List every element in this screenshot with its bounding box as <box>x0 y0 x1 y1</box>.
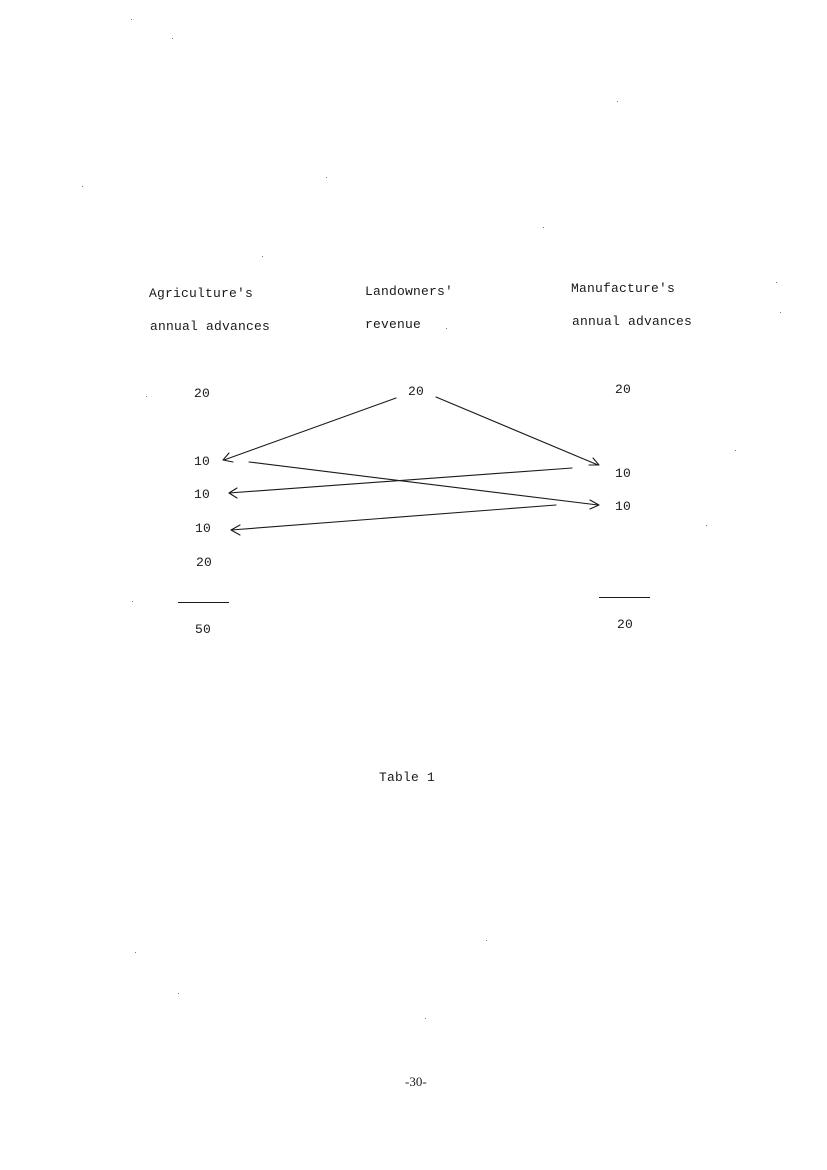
scan-speck <box>776 282 777 283</box>
scan-speck <box>486 940 487 941</box>
scan-speck <box>172 38 173 39</box>
scan-speck <box>735 450 736 451</box>
manufacture-header-line1: Manufacture's <box>571 281 676 296</box>
manufacture-header-line2: annual advances <box>572 314 693 329</box>
agriculture-value-2: 10 <box>194 454 211 469</box>
manufacture-value-2: 10 <box>615 466 632 481</box>
scan-speck <box>146 396 147 397</box>
arrow-landowners-to-manufacture <box>436 397 598 465</box>
agriculture-total: 50 <box>195 622 212 637</box>
agriculture-header-line2: annual advances <box>150 319 271 334</box>
scan-speck <box>131 19 132 20</box>
arrow-manufacture-to-agriculture-upper <box>229 468 572 493</box>
agriculture-header-line1: Agriculture's <box>149 286 254 301</box>
scan-speck <box>706 525 707 526</box>
scan-speck <box>132 601 133 602</box>
scan-speck <box>135 952 136 953</box>
agriculture-value-5: 20 <box>196 555 213 570</box>
manufacture-total: 20 <box>617 617 634 632</box>
scan-speck <box>617 101 618 102</box>
scan-speck <box>780 312 781 313</box>
landowners-value: 20 <box>408 384 425 399</box>
scan-speck <box>82 186 83 187</box>
arrow-agriculture-to-manufacture <box>249 462 598 505</box>
landowners-header-line1: Landowners' <box>365 284 454 299</box>
arrow-landowners-to-agriculture <box>224 398 396 460</box>
manufacture-value-3: 10 <box>615 499 632 514</box>
scan-speck <box>326 177 327 178</box>
agriculture-value-4: 10 <box>195 521 212 536</box>
landowners-header-line2: revenue <box>365 317 422 332</box>
manufacture-value-1: 20 <box>615 382 632 397</box>
arrow-manufacture-to-agriculture-lower <box>231 505 556 530</box>
scan-speck <box>178 993 179 994</box>
agriculture-value-3: 10 <box>194 487 211 502</box>
scan-speck <box>543 227 544 228</box>
scan-speck <box>262 256 263 257</box>
scan-speck <box>446 328 447 329</box>
table-caption: Table 1 <box>379 770 436 785</box>
scan-speck <box>425 1018 426 1019</box>
agriculture-value-1: 20 <box>194 386 211 401</box>
page-number: -30- <box>405 1074 427 1089</box>
